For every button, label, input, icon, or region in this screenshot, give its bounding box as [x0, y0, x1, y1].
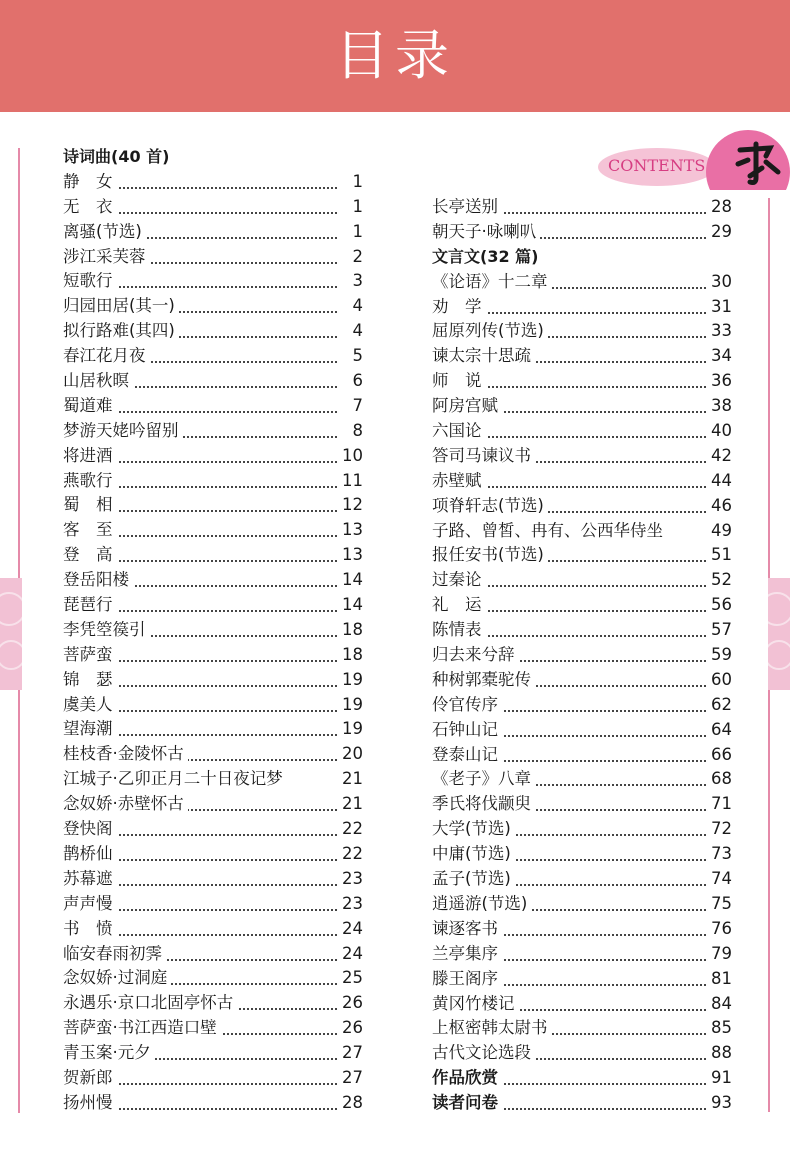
- toc-entry[interactable]: [432, 1091, 732, 1116]
- toc-entry[interactable]: [432, 867, 732, 892]
- toc-entry[interactable]: [63, 170, 363, 195]
- toc-entry[interactable]: [432, 295, 732, 320]
- toc-entry[interactable]: [63, 991, 363, 1016]
- toc-page-number: 30: [708, 270, 732, 295]
- contents-badge: [598, 130, 790, 190]
- toc-entry-title: 桂枝香·金陵怀古: [63, 742, 188, 767]
- toc-entry[interactable]: [63, 966, 363, 991]
- toc-entry-title: 登岳阳楼: [63, 568, 133, 593]
- toc-page-number: 75: [708, 892, 732, 917]
- toc-entry[interactable]: [432, 842, 732, 867]
- toc-page-number: 13: [339, 543, 363, 568]
- toc-entry[interactable]: [432, 419, 732, 444]
- toc-entry-title: 孟子(节选): [432, 867, 515, 892]
- toc-page-number: 84: [708, 992, 732, 1017]
- toc-page-number: 26: [339, 991, 363, 1016]
- toc-entry-title: 季氏将伐颛臾: [432, 792, 535, 817]
- toc-entry-title: 永遇乐·京口北固亭怀古: [63, 991, 237, 1016]
- toc-entry-title: 燕歌行: [63, 469, 117, 494]
- toc-page-number: 51: [708, 543, 732, 568]
- header-band: [0, 0, 790, 112]
- toc-entry-title: 菩萨蛮: [63, 643, 117, 668]
- toc-entry-title: 滕王阁序: [432, 967, 502, 992]
- toc-page-number: 29: [708, 220, 732, 245]
- toc-entry[interactable]: [63, 344, 363, 369]
- toc-entry-title: 江城子·乙卯正月二十日夜记梦: [63, 767, 287, 792]
- toc-entry-title: 屈原列传(节选): [432, 319, 548, 344]
- toc-page-number: 56: [708, 593, 732, 618]
- toc-entry-title: 子路、曾皙、冉有、公西华侍坐: [432, 519, 667, 544]
- toc-entry-title: 书 愤: [63, 917, 117, 942]
- toc-page-number: 72: [708, 817, 732, 842]
- toc-entry[interactable]: [63, 1066, 363, 1091]
- toc-page-number: 52: [708, 568, 732, 593]
- toc-entry-title: 拟行路难(其四): [63, 319, 179, 344]
- toc-page-number: 49: [708, 519, 732, 544]
- toc-entry-title: 望海潮: [63, 717, 117, 742]
- toc-entry-title: 青玉案·元夕: [63, 1041, 155, 1066]
- toc-page-number: 64: [708, 718, 732, 743]
- toc-entry-title: 涉江采芙蓉: [63, 245, 150, 270]
- toc-entry[interactable]: [432, 892, 732, 917]
- toc-page-number: 27: [339, 1041, 363, 1066]
- toc-page-number: 44: [708, 469, 732, 494]
- toc-page-number: 38: [708, 394, 732, 419]
- toc-entry[interactable]: [432, 693, 732, 718]
- toc-entry-title: 伶官传序: [432, 693, 502, 718]
- toc-page-number: 81: [708, 967, 732, 992]
- contents-label: CONTENTS: [608, 156, 706, 175]
- toc-entry[interactable]: [432, 767, 732, 792]
- toc-page-number: 57: [708, 618, 732, 643]
- toc-entry-title: 蜀道难: [63, 394, 117, 419]
- toc-entry-title: 客 至: [63, 518, 117, 543]
- toc-entry[interactable]: [432, 917, 732, 942]
- toc-left-column: [63, 145, 363, 1116]
- toc-entry-title: 石钟山记: [432, 718, 502, 743]
- toc-page-number: 1: [339, 170, 363, 195]
- toc-entry[interactable]: [63, 892, 363, 917]
- toc-entry-title: 种树郭橐驼传: [432, 668, 535, 693]
- toc-entry-title: 报任安书(节选): [432, 543, 548, 568]
- toc-entry[interactable]: [432, 369, 732, 394]
- toc-entry-title: 《论语》十二章: [432, 270, 552, 295]
- toc-entry-title: 朝天子·咏喇叭: [432, 220, 540, 245]
- toc-entry-title: 长亭送别: [432, 195, 502, 220]
- toc-entry-title: 《老子》八章: [432, 767, 535, 792]
- page-title: 目录: [335, 24, 455, 87]
- toc-entry[interactable]: [63, 942, 363, 967]
- toc-entry-title: 短歌行: [63, 269, 117, 294]
- toc-page-number: 12: [339, 493, 363, 518]
- toc-entry-title: 黄冈竹楼记: [432, 992, 519, 1017]
- toc-page-number: 93: [708, 1091, 732, 1116]
- toc-entry-title: 扬州慢: [63, 1091, 117, 1116]
- toc-entry[interactable]: [432, 817, 732, 842]
- toc-entry[interactable]: [63, 643, 363, 668]
- toc-entry[interactable]: [432, 743, 732, 768]
- toc-entry-title: 离骚(节选): [63, 220, 146, 245]
- toc-page-number: 91: [708, 1066, 732, 1091]
- toc-entry[interactable]: [432, 1041, 732, 1066]
- toc-page-number: 46: [708, 494, 732, 519]
- toc-entry[interactable]: [63, 593, 363, 618]
- toc-page-number: 26: [339, 1016, 363, 1041]
- toc-entry[interactable]: [432, 792, 732, 817]
- toc-entry[interactable]: [63, 220, 363, 245]
- toc-entry-title: 大学(节选): [432, 817, 515, 842]
- toc-entry-title: 登 高: [63, 543, 117, 568]
- toc-entry-title: 山居秋暝: [63, 369, 133, 394]
- toc-page-number: 20: [339, 742, 363, 767]
- toc-page-number: 2: [339, 245, 363, 270]
- toc-page-number: 23: [339, 892, 363, 917]
- toc-entry-title: 礼 运: [432, 593, 486, 618]
- toc-page-number: 28: [708, 195, 732, 220]
- toc-entry-title: 念奴娇·赤壁怀古: [63, 792, 188, 817]
- toc-entry[interactable]: [432, 568, 732, 593]
- toc-entry[interactable]: [63, 294, 363, 319]
- toc-page-number: 28: [339, 1091, 363, 1116]
- toc-entry-title: 赤壁赋: [432, 469, 486, 494]
- toc-page-number: 19: [339, 693, 363, 718]
- toc-page-number: 1: [339, 220, 363, 245]
- toc-page-number: 68: [708, 767, 732, 792]
- toc-entry[interactable]: [63, 767, 363, 792]
- toc-page-number: 85: [708, 1016, 732, 1041]
- toc-page-number: 74: [708, 867, 732, 892]
- toc-page-number: 62: [708, 693, 732, 718]
- toc-page-number: 21: [339, 792, 363, 817]
- toc-page-number: 71: [708, 792, 732, 817]
- toc-page-number: 24: [339, 917, 363, 942]
- toc-entry[interactable]: [432, 444, 732, 469]
- toc-entry-title: 将进酒: [63, 444, 117, 469]
- toc-entry[interactable]: [63, 469, 363, 494]
- toc-entry[interactable]: [63, 792, 363, 817]
- toc-entry-title: 中庸(节选): [432, 842, 515, 867]
- toc-entry[interactable]: [63, 195, 363, 220]
- toc-page-number: 11: [339, 469, 363, 494]
- toc-entry-title: 登快阁: [63, 817, 117, 842]
- toc-entry[interactable]: [432, 643, 732, 668]
- calligraphy-glyph-icon: [726, 138, 788, 188]
- toc-page-number: 27: [339, 1066, 363, 1091]
- toc-entry-title: 蜀 相: [63, 493, 117, 518]
- toc-entry-title: 贺新郎: [63, 1066, 117, 1091]
- toc-page-number: 22: [339, 817, 363, 842]
- toc-entry-title: 虞美人: [63, 693, 117, 718]
- left-flower-decoration: [0, 578, 22, 690]
- toc-page-number: 88: [708, 1041, 732, 1066]
- toc-entry-title: 苏幕遮: [63, 867, 117, 892]
- toc-entry-title: 静 女: [63, 170, 117, 195]
- toc-entry[interactable]: [63, 419, 363, 444]
- toc-page-number: 36: [708, 369, 732, 394]
- toc-page-number: 73: [708, 842, 732, 867]
- toc-entry-title: 归园田居(其一): [63, 294, 179, 319]
- toc-entry[interactable]: [432, 270, 732, 295]
- toc-entry-title: 阿房宫赋: [432, 394, 502, 419]
- toc-page-number: 34: [708, 344, 732, 369]
- toc-entry-title: 登泰山记: [432, 743, 502, 768]
- toc-page-number: 59: [708, 643, 732, 668]
- toc-entry-title: 琵琶行: [63, 593, 117, 618]
- toc-entry[interactable]: [432, 344, 732, 369]
- toc-page-number: 1: [339, 195, 363, 220]
- toc-page-number: 24: [339, 942, 363, 967]
- toc-page-number: 14: [339, 568, 363, 593]
- toc-entry-title: 鹊桥仙: [63, 842, 117, 867]
- toc-entry[interactable]: [432, 220, 732, 245]
- toc-page-number: 18: [339, 618, 363, 643]
- toc-entry[interactable]: [63, 518, 363, 543]
- toc-section-heading: [432, 245, 732, 270]
- toc-entry[interactable]: [63, 1041, 363, 1066]
- toc-entry-title: 临安春雨初霁: [63, 942, 166, 967]
- toc-page-number: 4: [339, 319, 363, 344]
- toc-entry[interactable]: [432, 992, 732, 1017]
- toc-page-number: 18: [339, 643, 363, 668]
- toc-entry-title: 谏太宗十思疏: [432, 344, 535, 369]
- toc-page-number: 31: [708, 295, 732, 320]
- toc-entry[interactable]: [63, 493, 363, 518]
- toc-entry-title: 归去来兮辞: [432, 643, 519, 668]
- toc-page-number: 23: [339, 867, 363, 892]
- toc-entry[interactable]: [432, 593, 732, 618]
- toc-entry[interactable]: [63, 245, 363, 270]
- toc-page-number: 66: [708, 743, 732, 768]
- toc-page-number: 25: [339, 966, 363, 991]
- toc-entry[interactable]: [63, 1016, 363, 1041]
- toc-page-number: 40: [708, 419, 732, 444]
- toc-entry[interactable]: [63, 817, 363, 842]
- toc-page-number: 19: [339, 717, 363, 742]
- toc-entry[interactable]: [63, 668, 363, 693]
- toc-entry-title: 梦游天姥吟留别: [63, 419, 183, 444]
- toc-entry[interactable]: [63, 917, 363, 942]
- toc-entry[interactable]: [432, 195, 732, 220]
- toc-entry-title: 作品欣赏: [432, 1066, 502, 1091]
- toc-entry[interactable]: [432, 394, 732, 419]
- toc-entry-title: 谏逐客书: [432, 917, 502, 942]
- toc-entry[interactable]: [63, 1091, 363, 1116]
- toc-entry-title: 兰亭集序: [432, 942, 502, 967]
- toc-page-number: 76: [708, 917, 732, 942]
- toc-page-number: 5: [339, 344, 363, 369]
- toc-page-number: 10: [339, 444, 363, 469]
- toc-entry-title: 诗词曲(40 首): [63, 145, 173, 170]
- toc-entry[interactable]: [63, 568, 363, 593]
- toc-entry-title: 项脊轩志(节选): [432, 494, 548, 519]
- toc-entry-title: 春江花月夜: [63, 344, 150, 369]
- toc-page-number: 4: [339, 294, 363, 319]
- toc-entry-title: 劝 学: [432, 295, 486, 320]
- toc-entry[interactable]: [63, 742, 363, 767]
- toc-entry[interactable]: [63, 269, 363, 294]
- toc-entry[interactable]: [63, 717, 363, 742]
- toc-page-number: 3: [339, 269, 363, 294]
- toc-page-number: 19: [339, 668, 363, 693]
- toc-entry-title: 李凭箜篌引: [63, 618, 150, 643]
- toc-entry-title: 六国论: [432, 419, 486, 444]
- toc-entry[interactable]: [432, 618, 732, 643]
- toc-entry[interactable]: [432, 718, 732, 743]
- right-flower-decoration: [768, 578, 790, 690]
- toc-page-number: 42: [708, 444, 732, 469]
- toc-entry-title: 声声慢: [63, 892, 117, 917]
- toc-entry[interactable]: [432, 469, 732, 494]
- toc-entry-title: 念奴娇·过洞庭: [63, 966, 171, 991]
- toc-entry[interactable]: [63, 867, 363, 892]
- toc-page-number: 13: [339, 518, 363, 543]
- toc-entry[interactable]: [432, 1066, 732, 1091]
- toc-entry[interactable]: [63, 444, 363, 469]
- toc-page-number: 79: [708, 942, 732, 967]
- toc-page-number: 14: [339, 593, 363, 618]
- toc-entry[interactable]: [432, 967, 732, 992]
- toc-page-number: 60: [708, 668, 732, 693]
- toc-entry-title: 古代文论选段: [432, 1041, 535, 1066]
- toc-page-number: 33: [708, 319, 732, 344]
- toc-page-number: 22: [339, 842, 363, 867]
- toc-entry[interactable]: [63, 369, 363, 394]
- toc-entry[interactable]: [432, 1016, 732, 1041]
- toc-entry[interactable]: [63, 319, 363, 344]
- toc-entry-title: 答司马谏议书: [432, 444, 535, 469]
- toc-page-number: 7: [339, 394, 363, 419]
- toc-entry[interactable]: [432, 494, 732, 519]
- toc-entry-title: 师 说: [432, 369, 486, 394]
- toc-entry-title: 上枢密韩太尉书: [432, 1016, 552, 1041]
- toc-page-number: 21: [339, 767, 363, 792]
- toc-entry-title: 菩萨蛮·书江西造口壁: [63, 1016, 221, 1041]
- toc-entry[interactable]: [432, 519, 732, 544]
- toc-entry-title: 锦 瑟: [63, 668, 117, 693]
- toc-right-column: [432, 195, 732, 1116]
- toc-entry-title: 陈情表: [432, 618, 486, 643]
- toc-entry-title: 无 衣: [63, 195, 117, 220]
- toc-entry[interactable]: [63, 543, 363, 568]
- toc-entry-title: 逍遥游(节选): [432, 892, 531, 917]
- toc-entry[interactable]: [432, 668, 732, 693]
- toc-entry[interactable]: [63, 394, 363, 419]
- toc-entry[interactable]: [432, 543, 732, 568]
- toc-page-number: 8: [339, 419, 363, 444]
- toc-entry[interactable]: [432, 319, 732, 344]
- toc-entry[interactable]: [63, 618, 363, 643]
- toc-entry[interactable]: [432, 942, 732, 967]
- toc-entry-title: 文言文(32 篇): [432, 245, 542, 270]
- toc-page-number: 6: [339, 369, 363, 394]
- toc-entry-title: 读者问卷: [432, 1091, 502, 1116]
- toc-entry[interactable]: [63, 842, 363, 867]
- toc-entry[interactable]: [63, 693, 363, 718]
- toc-entry-title: 过秦论: [432, 568, 486, 593]
- toc-section-heading: [63, 145, 363, 170]
